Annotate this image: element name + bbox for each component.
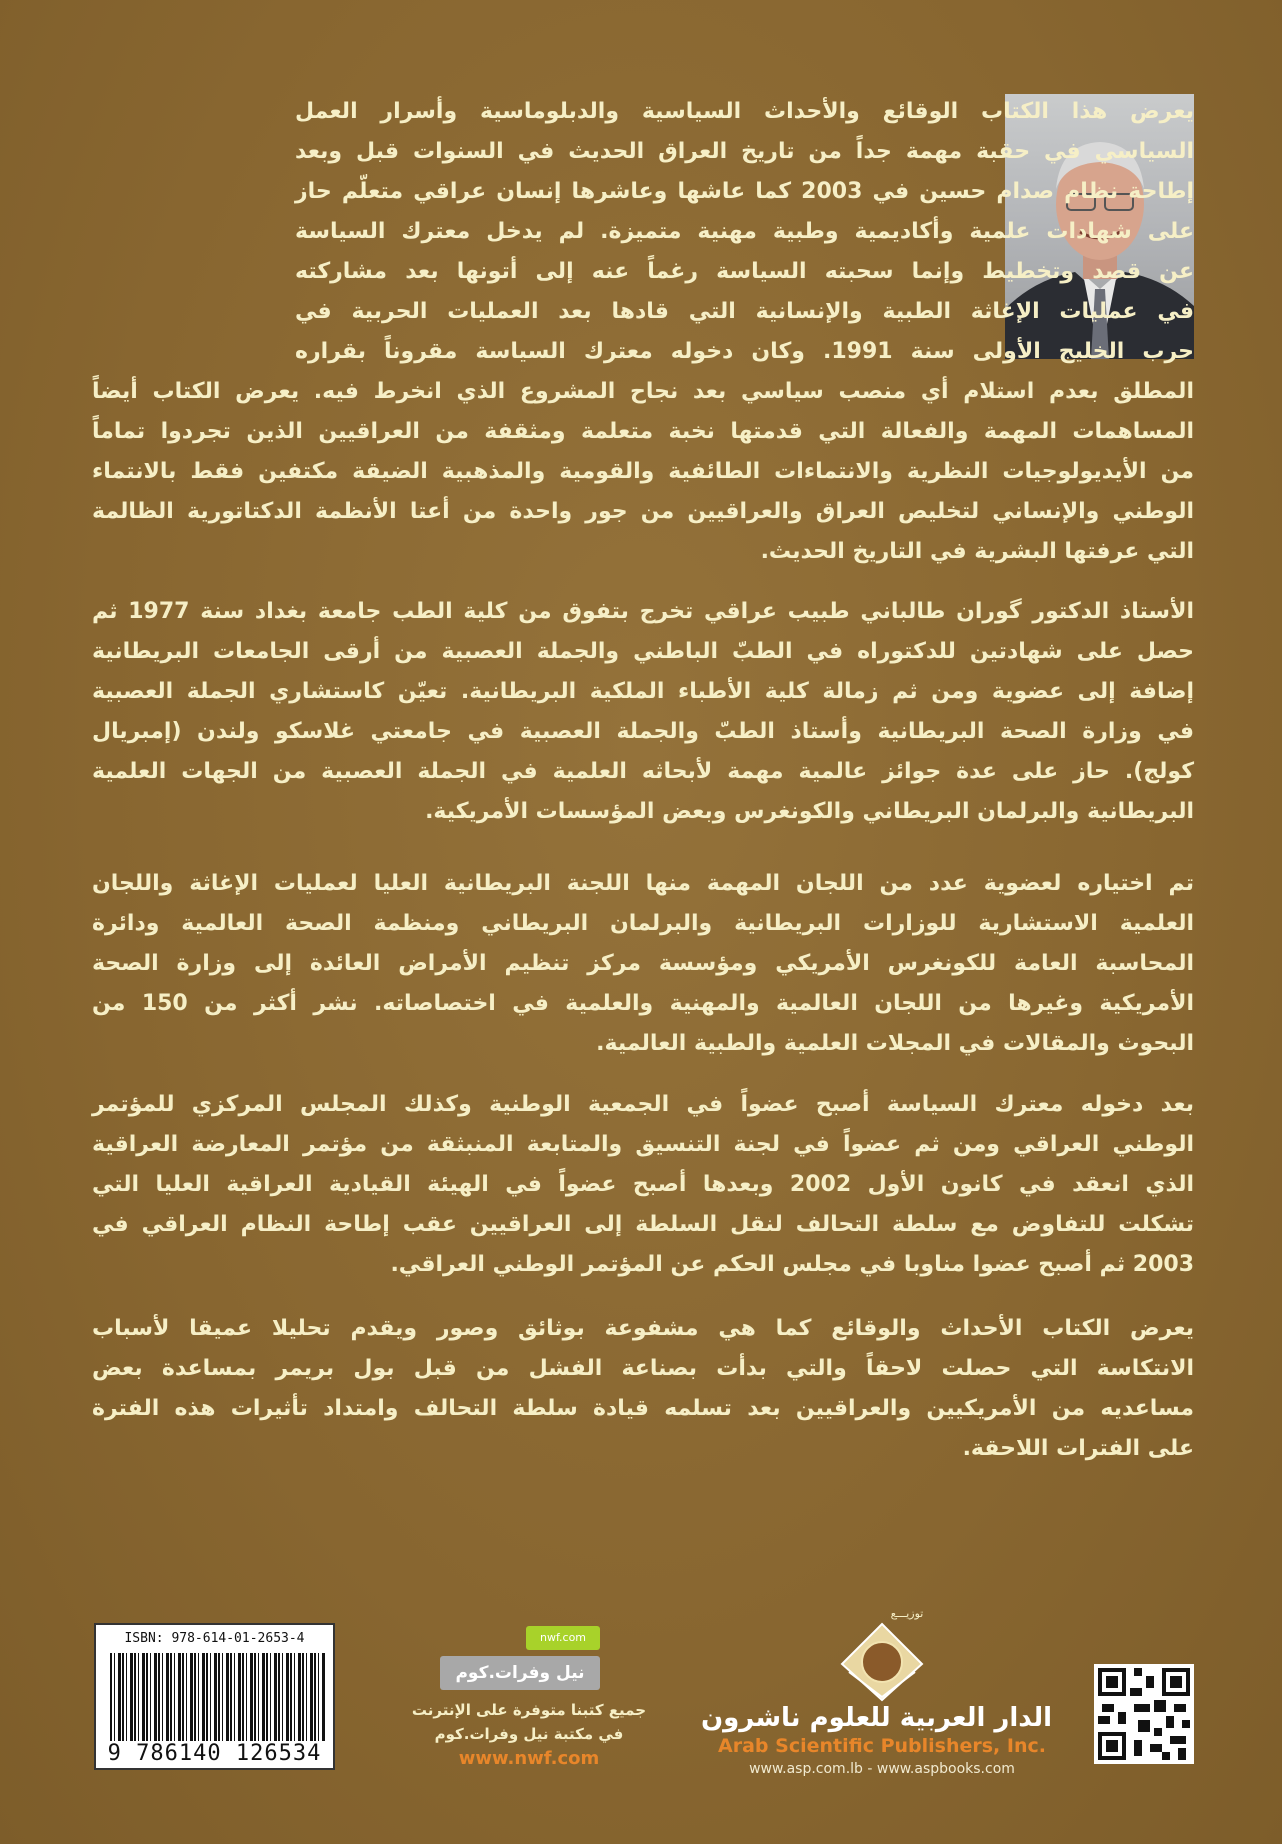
text-line: المطلق بعدم استلام أي منصب سياسي بعد نجاح المشروع الذي انخرط فيه. يعرض الكتاب أيضاً bbox=[92, 379, 1194, 404]
text-line: الوطني والإنساني لتخليص العراق والعراقيين من جور واحدة من أعتا الأنظمة الدكتاتورية الظالمة bbox=[92, 499, 1194, 524]
publisher-block bbox=[700, 1606, 1052, 1780]
text-line: المساهمات المهمة والفعالة التي قدمتها نخبة متعلمة ومثقفة من العراقيين الذين تجردوا تماماً bbox=[92, 419, 1194, 444]
distribution-label: توزيـــع bbox=[890, 1607, 924, 1620]
text-line: على الفترات اللاحقة. bbox=[962, 1436, 1194, 1461]
text-line: البحوث والمقالات في المجلات العلمية والطبية العالمية. bbox=[596, 1031, 1194, 1056]
text-line: في عمليات الإغاثة الطبية والإنسانية التي قادها بعد العمليات الحربية في bbox=[295, 299, 1194, 324]
nwf-tag-top: nwf.com bbox=[526, 1626, 600, 1650]
text-line: السياسي في حقبة مهمة جداً من تاريخ العراق الحديث في السنوات قبل وبعد bbox=[295, 139, 1194, 164]
text-line: إطاحة نظام صدام حسين في 2003 كما عاشها وعاشرها إنسان عراقي متعلّم حاز bbox=[295, 179, 1194, 204]
publisher-urls-link[interactable]: www.asp.com.lb - www.aspbooks.com bbox=[749, 1761, 1015, 1777]
nwf-line-1: جميع كتبنا متوفرة على الإنترنت bbox=[411, 1701, 647, 1719]
isbn-barcode bbox=[94, 1623, 335, 1770]
barcode-number: 9 786140 126534 bbox=[100, 1741, 329, 1766]
barcode-icon bbox=[110, 1653, 325, 1741]
text-line: الذي انعقد في كانون الأول 2002 وبعدها أصبح عضواً في الهيئة القيادية العراقية العليا التي bbox=[92, 1172, 1194, 1197]
qr-code-icon bbox=[1094, 1664, 1194, 1764]
text-line: يعرض هذا الكتاب الوقائع والأحداث السياسية والدبلوماسية وأسرار العمل bbox=[295, 99, 1194, 124]
text-line: مساعديه من الأمريكيين والعراقيين بعد تسلمه قيادة سلطة التحالف وامتداد تأثيرات هذه الفترة bbox=[92, 1396, 1194, 1421]
text-line: على شهادات علمية وأكاديمية وطبية مهنية متميزة. لم يدخل معترك السياسة bbox=[295, 219, 1194, 244]
nwf-info bbox=[399, 1698, 659, 1772]
text-line: حصل على شهادتين للدكتوراه في الطبّ الباطني والجملة العصبية من أرقى الجامعات البريطانية bbox=[92, 639, 1194, 664]
isbn-label: ISBN: 978-614-01-2653-4 bbox=[124, 1631, 305, 1646]
text-line: الأمريكية وغيرها من اللجان العالمية والمهنية والعلمية في اختصاصاته. نشر أكثر من 150 من bbox=[92, 991, 1194, 1016]
text-line: تم اختياره لعضوية عدد من اللجان المهمة منها اللجنة البريطانية العليا لعمليات الإغاثة واللجان bbox=[92, 871, 1194, 896]
text-line: إضافة إلى عضوية ومن ثم زمالة كلية الأطباء الملكية البريطانية. تعيّن كاستشاري الجملة العصبية bbox=[92, 679, 1194, 704]
text-line: حرب الخليج الأولى سنة 1991. وكان دخوله معترك السياسة مقروناً بقراره bbox=[295, 339, 1194, 364]
paragraph-author-bio bbox=[92, 592, 1194, 832]
text-line: كولج). حاز على عدة جوائز عالمية مهمة لأبحاثه العلمية في الجملة العصبية من الجهات العلمية bbox=[92, 759, 1194, 784]
nwf-tag-main: نيل وفرات.كوم bbox=[440, 1656, 600, 1690]
paragraph-political-career bbox=[92, 1085, 1194, 1285]
text-line: يعرض الكتاب الأحداث والوقائع كما هي مشفوعة بوثائق وصور ويقدم تحليلا عميقا لأسباب bbox=[92, 1316, 1194, 1341]
text-line: 2003 ثم أصبح عضوا مناوبا في مجلس الحكم عن المؤتمر الوطني العراقي. bbox=[390, 1252, 1194, 1277]
publisher-name-ar: الدار العربية للعلوم ناشرون bbox=[700, 1703, 1052, 1733]
paragraph-committees bbox=[92, 864, 1194, 1064]
paragraph-book-summary bbox=[92, 92, 1194, 572]
text-line: البريطانية والبرلمان البريطاني والكونغرس وبعض المؤسسات الأمريكية. bbox=[425, 799, 1194, 824]
nwf-url-link[interactable]: www.nwf.com bbox=[458, 1748, 600, 1769]
text-line: في وزارة الصحة البريطانية وأستاذ الطبّ والجملة العصبية في جامعتي غلاسكو ولندن (إمبريال bbox=[92, 719, 1194, 744]
text-line: التي عرفتها البشرية في التاريخ الحديث. bbox=[760, 539, 1194, 564]
text-line: المحاسبة العامة للكونغرس الأمريكي ومؤسسة مركز تنظيم الأمراض العائدة إلى وزارة الصحة bbox=[92, 951, 1194, 976]
paragraph-book-analysis bbox=[92, 1309, 1194, 1469]
nwf-line-2: في مكتبة نيل وفرات.كوم bbox=[434, 1725, 624, 1743]
text-line: الوطني العراقي ومن ثم عضواً في لجنة التنسيق والمتابعة المنبثقة من مؤتمر المعارضة العراقية bbox=[92, 1132, 1194, 1157]
nwf-tag-logo bbox=[440, 1626, 610, 1692]
text-line: تشكلت للتفاوض مع سلطة التحالف لنقل السلطة إلى العراقيين عقب إطاحة النظام العراقي في bbox=[92, 1212, 1194, 1237]
text-line: الأستاذ الدكتور گوران طالباني طبيب عراقي تخرج بتفوق من كلية الطب جامعة بغداد سنة 1977 ثم bbox=[92, 599, 1194, 624]
publisher-logo-icon bbox=[837, 1622, 927, 1702]
text-line: من الأيديولوجيات النظرية والانتماءات الطائفية والقومية والمذهبية الضيقة مكتفين فقط بالانتماء bbox=[92, 459, 1194, 484]
text-line: بعد دخوله معترك السياسة أصبح عضواً في الجمعية الوطنية وكذلك المجلس المركزي للمؤتمر bbox=[92, 1092, 1194, 1117]
text-line: عن قصد وتخطيط وإنما سحبته السياسة رغماً عنه إلى أتونها بعد مشاركته bbox=[295, 259, 1194, 284]
publisher-name-en: Arab Scientific Publishers, Inc. bbox=[718, 1735, 1046, 1757]
text-line: الانتكاسة التي حصلت لاحقاً والتي بدأت بصناعة الفشل من قبل بول بريمر بمساعدة بعض bbox=[92, 1356, 1194, 1381]
text-line: العلمية الاستشارية للوزارات البريطانية والبرلمان البريطاني ومنظمة الصحة العالمية ودائرة bbox=[92, 911, 1194, 936]
